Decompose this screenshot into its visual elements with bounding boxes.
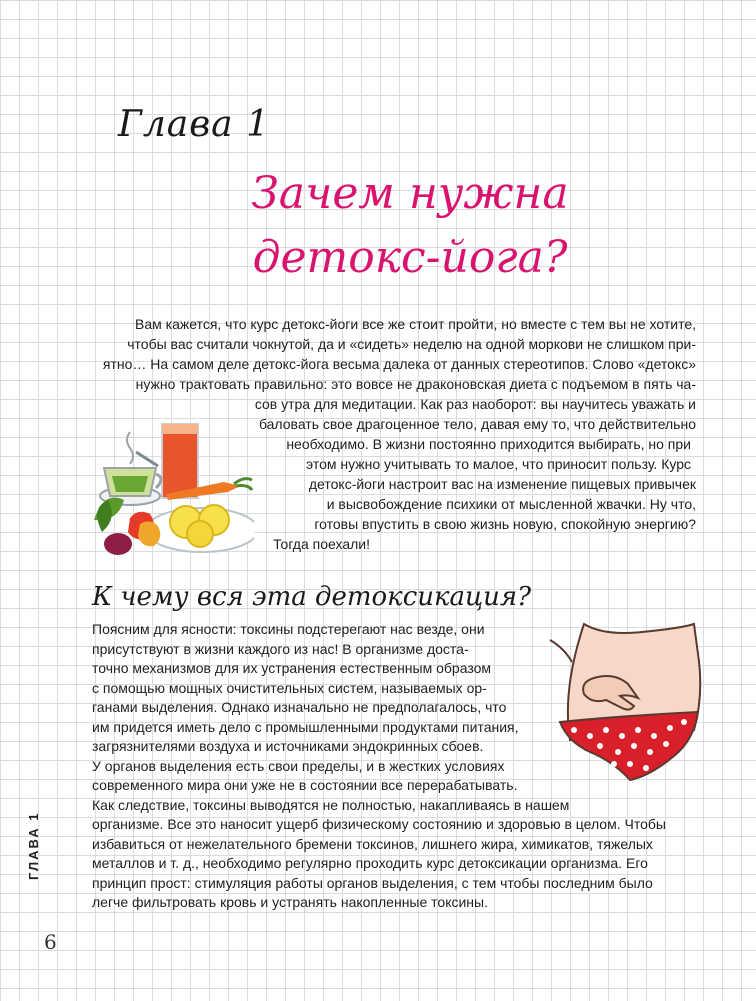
- body-line: присутствуют в жизни каждого из нас! В организме доста-: [92, 640, 469, 657]
- intro-line: этом нужно учитывать то малое, что приносит пользу. Курс: [305, 456, 691, 472]
- body-line: легче фильтровать кровь и устранять накопленные токсины.: [92, 894, 488, 910]
- body-line: организме. Все это наносит ущерб физическому состоянию и здоровью в целом. Чтобы: [92, 816, 666, 832]
- intro-line: баловать свое драгоценное тело, давая ему то, что действительно: [258, 416, 696, 432]
- body-line: загрязнителями воздуха и источниками эндокринных сбоев.: [92, 738, 484, 754]
- side-chapter-label: ГЛАВА 1: [26, 811, 41, 880]
- intro-line: и высвобождение психики от мысленной жвачки. Ну что,: [326, 496, 696, 512]
- body-line: ганами выделения. Однако изначально не предполагалось, что: [92, 699, 507, 715]
- body-line: точно механизмов для их устранения естественным образом: [92, 660, 491, 676]
- section-heading: К чему вся эта детоксикация?: [92, 582, 532, 612]
- body-line: с помощью мощных очистительных систем, называемых ор-: [92, 679, 487, 696]
- intro-line: детокс-йоги настроит вас на изменение пищевых привычек: [308, 476, 696, 492]
- body-line: им придется иметь дело с промышленными продуктами питания,: [92, 718, 519, 735]
- title-line-1: Зачем нужна: [251, 168, 569, 219]
- intro-line: нужно трактовать правильно: это вовсе не драконовская диета с подъемом в пять ча-: [135, 376, 696, 392]
- page-title: [250, 162, 570, 290]
- page-number: 6: [44, 930, 57, 954]
- intro-line: ятно… На самом деле детокс-йога весьма далека от данных стереотипов. Слово «детокс»: [102, 356, 696, 372]
- intro-line: чтобы вас считали чокнутой, да и «сидеть» неделю на одной моркови не слишком при-: [127, 336, 696, 352]
- chapter-label: Глава 1: [118, 104, 270, 145]
- title-line-2: детокс-йога?: [252, 232, 568, 283]
- body-illustration-icon: [534, 618, 710, 788]
- intro-line: сов утра для медитации. Как раз наоборот: вы научитесь уважать и: [254, 396, 696, 412]
- body-line: принцип прост: стимуляция работы органов выделения, с тем чтобы последним было: [92, 874, 653, 891]
- body-line: Как следствие, токсины выводятся не полностью, накапливаясь в нашем: [92, 796, 570, 813]
- body-line: Поясним для ясности: токсины подстерегают нас везде, они: [92, 621, 485, 637]
- intro-line: Вам кажется, что курс детокс-йоги все же стоит пройти, но вместе с тем вы не хотите,: [135, 316, 696, 332]
- body-line: современного мира они уже не в состоянии все перерабатывать.: [92, 777, 518, 793]
- intro-line: Тогда поехали!: [273, 536, 370, 552]
- intro-line: необходимо. В жизни постоянно приходится выбирать, но при: [286, 436, 691, 452]
- food-illustration-icon: [74, 412, 254, 562]
- body-line: избавиться от нежелательного бремени токсинов, лишнего жира, химикатов, тяжелых: [92, 835, 653, 852]
- body-line: У органов выделения есть свои пределы, и в жестких условиях: [92, 757, 505, 774]
- intro-line: готовы впустить в свою жизнь новую, спокойную энергию?: [314, 516, 696, 532]
- body-line: металлов и т. д., необходимо регулярно проходить курс детоксикации организма. Его: [92, 855, 648, 871]
